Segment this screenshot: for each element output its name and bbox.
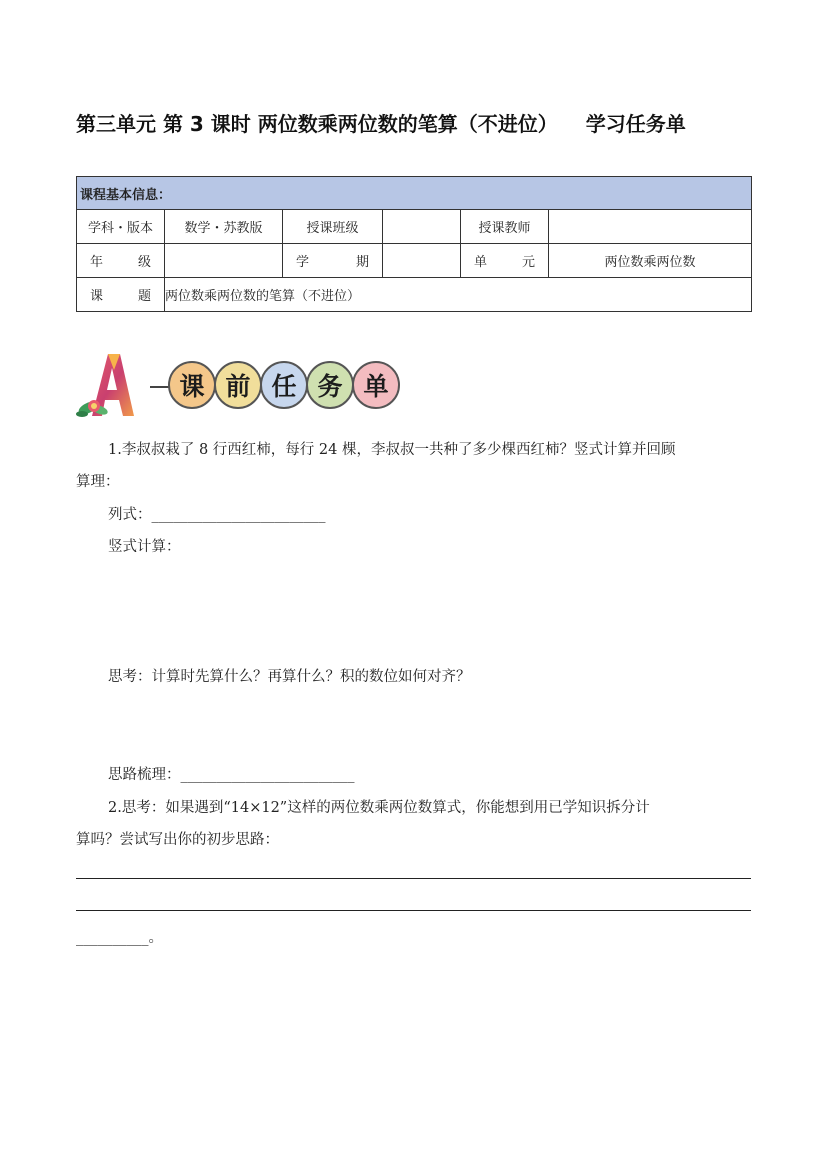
- task1-vertical-label: 竖式计算：: [108, 539, 181, 555]
- task2-question-line1: 2.思考：如果遇到“14×12”这样的两位数乘两位数算式，你能想到用已学知识拆分计: [108, 800, 650, 816]
- course-info-table: [76, 176, 752, 312]
- cell-subject-label: 学科・版本: [77, 210, 165, 244]
- end-mark: 。: [148, 930, 163, 946]
- answer-line[interactable]: [76, 878, 751, 879]
- table-row: [77, 244, 752, 278]
- cell-topic-value: 两位数乘两位数的笔算（不进位）: [165, 278, 752, 312]
- task2-question-line2: 算吗？尝试写出你的初步思路：: [76, 832, 279, 848]
- cell-class-label: 授课班级: [283, 210, 383, 244]
- banner-connector: [150, 386, 170, 388]
- title-tail: 学习任务单: [585, 112, 686, 136]
- banner-char-qian: 前: [214, 361, 262, 409]
- table-row: [77, 278, 752, 312]
- banner-char-ke: 课: [168, 361, 216, 409]
- cell-unit-value: 两位数乘两位数: [549, 244, 752, 278]
- cell-topic-label: 课 题: [77, 278, 165, 312]
- cell-grade-value[interactable]: [165, 244, 283, 278]
- summary-label: 思路梳理：: [108, 767, 181, 783]
- end-blank[interactable]: __________: [76, 930, 149, 946]
- title-main: 第三单元 第 3 课时 两位数乘两位数的笔算（不进位）: [76, 112, 558, 136]
- banner-char-dan: 单: [352, 361, 400, 409]
- formula-blank[interactable]: ________________________: [151, 507, 326, 523]
- summary-blank[interactable]: ________________________: [180, 767, 355, 783]
- cell-term-label: 学 期: [283, 244, 383, 278]
- task2-end: [76, 926, 163, 947]
- pre-class-task-banner: [74, 350, 414, 420]
- answer-line[interactable]: [76, 910, 751, 911]
- task1-question-line1: 1.李叔叔栽了 8 行西红柿，每行 24 棵，李叔叔一共种了多少棵西红柿？竖式计算并回顾: [108, 442, 676, 458]
- page-title: [76, 108, 756, 137]
- cell-grade-label: 年 级: [77, 244, 165, 278]
- task1-formula: [108, 503, 326, 524]
- cell-teacher-value[interactable]: [549, 210, 752, 244]
- task1-think: 思考：计算时先算什么？再算什么？积的数位如何对齐？: [108, 669, 471, 685]
- cell-class-value[interactable]: [383, 210, 461, 244]
- task1-summary: [108, 763, 355, 784]
- banner-char-wu: 务: [306, 361, 354, 409]
- task1-question-line2: 算理：: [76, 474, 120, 490]
- cell-unit-label: 单 元: [461, 244, 549, 278]
- table-row: [77, 210, 752, 244]
- cell-subject-value: 数学・苏教版: [165, 210, 283, 244]
- banner-char-ren: 任: [260, 361, 308, 409]
- table-header: 课程基本信息：: [77, 177, 752, 210]
- cell-teacher-label: 授课教师: [461, 210, 549, 244]
- letter-a-logo-icon: [74, 350, 152, 420]
- cell-term-value[interactable]: [383, 244, 461, 278]
- formula-label: 列式：: [108, 507, 152, 523]
